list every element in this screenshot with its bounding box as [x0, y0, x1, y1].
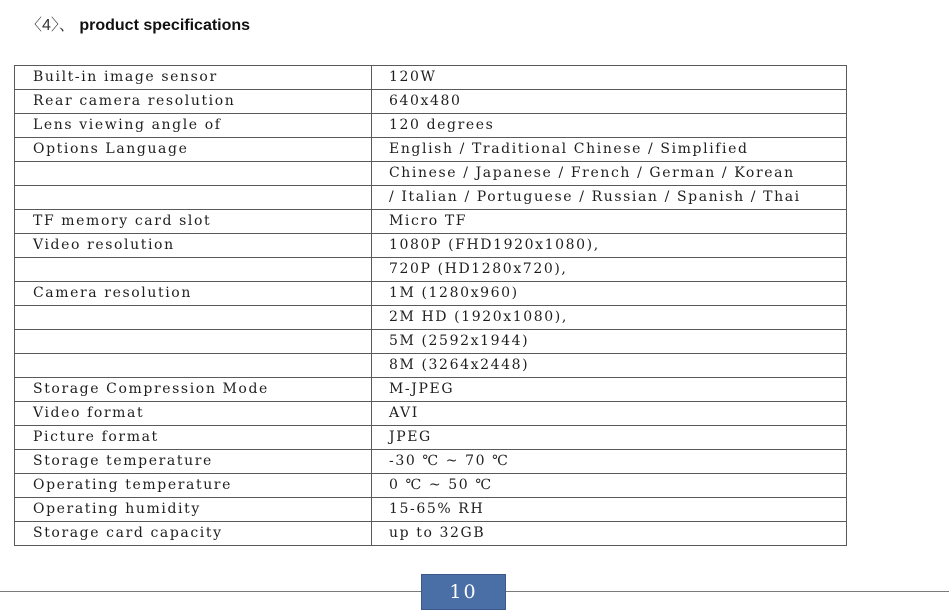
spec-value: 8M (3264x2448)	[372, 354, 847, 378]
spec-value: -30 ℃ ~ 70 ℃	[372, 450, 847, 474]
spec-row	[15, 186, 847, 210]
spec-row	[15, 402, 847, 426]
spec-label: Storage card capacity	[15, 522, 372, 546]
spec-row	[15, 258, 847, 282]
spec-value: Micro TF	[372, 210, 847, 234]
spec-label: Operating temperature	[15, 474, 372, 498]
spec-value: 640x480	[372, 90, 847, 114]
spec-label: Options Language	[15, 138, 372, 162]
spec-row	[15, 90, 847, 114]
spec-label: Storage temperature	[15, 450, 372, 474]
section-title: product specifications	[79, 17, 251, 34]
spec-row	[15, 234, 847, 258]
page-number-badge: 10	[421, 574, 506, 610]
spec-label: Camera resolution	[15, 282, 372, 306]
spec-label	[15, 258, 372, 282]
spec-value: AVI	[372, 402, 847, 426]
spec-row	[15, 474, 847, 498]
spec-label	[15, 306, 372, 330]
spec-row	[15, 162, 847, 186]
spec-label: Video format	[15, 402, 372, 426]
spec-label: Lens viewing angle of	[15, 114, 372, 138]
spec-row	[15, 114, 847, 138]
spec-table	[14, 65, 847, 546]
spec-row	[15, 450, 847, 474]
spec-value: English / Traditional Chinese / Simplified	[372, 138, 847, 162]
spec-label: Rear camera resolution	[15, 90, 372, 114]
spec-row	[15, 306, 847, 330]
spec-row	[15, 426, 847, 450]
section-number: 〈4〉、	[26, 17, 75, 34]
spec-label: Picture format	[15, 426, 372, 450]
spec-value: 120W	[372, 66, 847, 90]
spec-label: Video resolution	[15, 234, 372, 258]
spec-value: 720P (HD1280x720),	[372, 258, 847, 282]
spec-value: 2M HD (1920x1080),	[372, 306, 847, 330]
spec-label: Storage Compression Mode	[15, 378, 372, 402]
spec-value: 0 ℃ ~ 50 ℃	[372, 474, 847, 498]
spec-value: JPEG	[372, 426, 847, 450]
spec-value: 1M (1280x960)	[372, 282, 847, 306]
spec-row	[15, 354, 847, 378]
spec-value: 120 degrees	[372, 114, 847, 138]
spec-row	[15, 378, 847, 402]
spec-row	[15, 210, 847, 234]
spec-label: TF memory card slot	[15, 210, 372, 234]
spec-row	[15, 498, 847, 522]
spec-value: 15-65% RH	[372, 498, 847, 522]
spec-label	[15, 354, 372, 378]
spec-table-body	[15, 66, 847, 546]
spec-label: Operating humidity	[15, 498, 372, 522]
spec-label	[15, 162, 372, 186]
spec-row	[15, 330, 847, 354]
spec-value: 5M (2592x1944)	[372, 330, 847, 354]
spec-value: 1080P (FHD1920x1080),	[372, 234, 847, 258]
spec-value: up to 32GB	[372, 522, 847, 546]
spec-value: Chinese / Japanese / French / German / Korean	[372, 162, 847, 186]
spec-row	[15, 522, 847, 546]
spec-value: / Italian / Portuguese / Russian / Spanish / Thai	[372, 186, 847, 210]
spec-label	[15, 330, 372, 354]
spec-label	[15, 186, 372, 210]
section-heading	[26, 12, 250, 35]
spec-row	[15, 66, 847, 90]
spec-label: Built-in image sensor	[15, 66, 372, 90]
spec-row	[15, 282, 847, 306]
spec-row	[15, 138, 847, 162]
spec-value: M-JPEG	[372, 378, 847, 402]
